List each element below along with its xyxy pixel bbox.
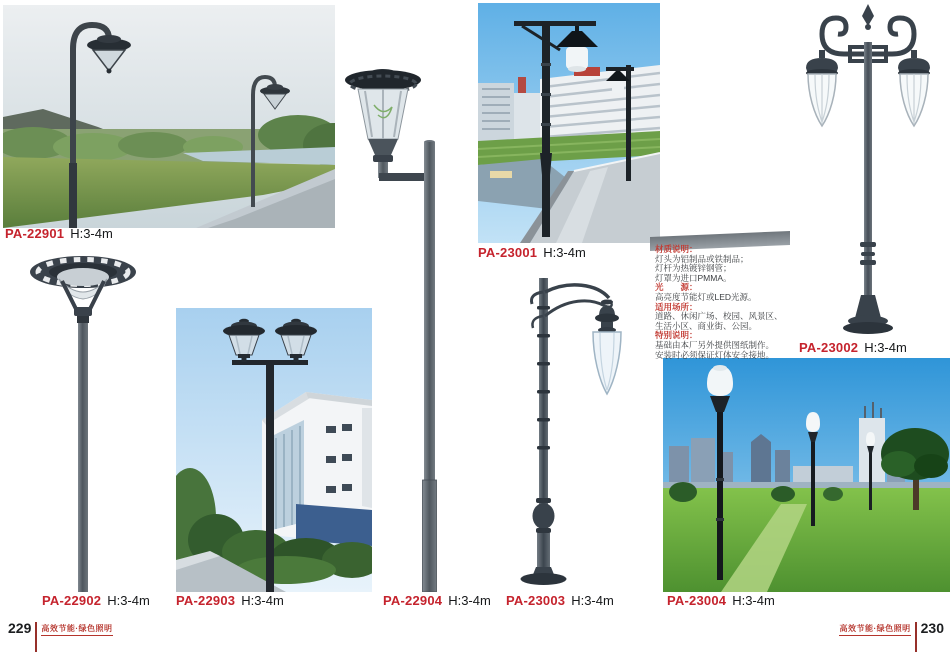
- spec-line: 高亮度节能灯或LED光源。: [655, 291, 757, 302]
- product-label-pa-22902: [42, 594, 150, 607]
- product-height: H:3-4m: [70, 226, 113, 241]
- page-number-right: 230: [920, 620, 944, 636]
- product-code: PA-23003: [506, 593, 566, 608]
- spec-line: 灯头为铝制品或铁制品；: [655, 253, 749, 264]
- footer-slogan-left: 高效节能·绿色照明: [41, 624, 112, 636]
- product-label-pa-22903: [176, 594, 284, 607]
- spec-text-block: [655, 245, 830, 360]
- product-height: H:3-4m: [864, 340, 907, 355]
- product-label-pa-23003: [506, 594, 614, 607]
- product-height: H:3-4m: [107, 593, 150, 608]
- product-height: H:3-4m: [571, 593, 614, 608]
- footer-left: [8, 622, 113, 652]
- pa-23001-photo: [478, 3, 660, 243]
- spec-line: 灯罩为进口PMMA。: [655, 272, 732, 283]
- product-code: PA-23004: [667, 593, 727, 608]
- spec-line: 安装时必须保证灯体安全接地。: [655, 349, 775, 360]
- footer-slogan-right: 高效节能·绿色照明: [839, 624, 910, 636]
- product-code: PA-23001: [478, 245, 538, 260]
- scroll-arm-lantern-illustration: [503, 276, 628, 592]
- product-code: PA-22904: [383, 593, 443, 608]
- pa-22904-render: [338, 65, 443, 592]
- pa-22902-render: [15, 247, 150, 592]
- spec-line: 灯杆为热镀锌钢管；: [655, 263, 732, 274]
- product-height: H:3-4m: [241, 593, 284, 608]
- product-label-pa-23001: [478, 246, 586, 259]
- product-label-pa-23004: [667, 594, 775, 607]
- spec-heading-material: 材质说明：: [655, 244, 698, 254]
- product-height: H:3-4m: [732, 593, 775, 608]
- page-number-left: 229: [8, 620, 32, 636]
- spec-heading-light-source: 光 源：: [655, 282, 698, 293]
- plaza-street-lamp-illustration: [478, 3, 660, 243]
- product-label-pa-22901: [5, 227, 113, 240]
- footer-divider: [915, 622, 917, 652]
- spec-line: 基础由本厂另外提供图纸制作。: [655, 339, 775, 350]
- spec-heading-special-notes: 特别说明：: [655, 330, 698, 341]
- product-code: PA-22902: [42, 593, 102, 608]
- product-height: H:3-4m: [448, 593, 491, 608]
- product-label-pa-22904: [383, 594, 491, 607]
- park-skyline-lamps-illustration: [663, 358, 950, 592]
- side-arm-lantern-illustration: [338, 65, 443, 592]
- spec-line: 生活小区、商业街、公园。: [655, 320, 758, 331]
- footer-divider: [35, 622, 37, 652]
- disc-top-lamp-illustration: [15, 247, 150, 592]
- spec-heading-applications: 适用场所：: [655, 301, 698, 312]
- product-code: PA-22901: [5, 226, 65, 241]
- product-code: PA-22903: [176, 593, 236, 608]
- spec-line: 道路、休闲广场、校园、风景区、: [655, 311, 783, 322]
- product-height: H:3-4m: [543, 245, 586, 260]
- pa-23004-photo: [663, 358, 950, 592]
- product-code: PA-23002: [799, 340, 859, 355]
- lakeside-lamps-illustration: [3, 5, 335, 228]
- pa-22901-photo: [3, 5, 335, 228]
- footer-right: [839, 622, 944, 652]
- pa-23003-render: [503, 276, 628, 592]
